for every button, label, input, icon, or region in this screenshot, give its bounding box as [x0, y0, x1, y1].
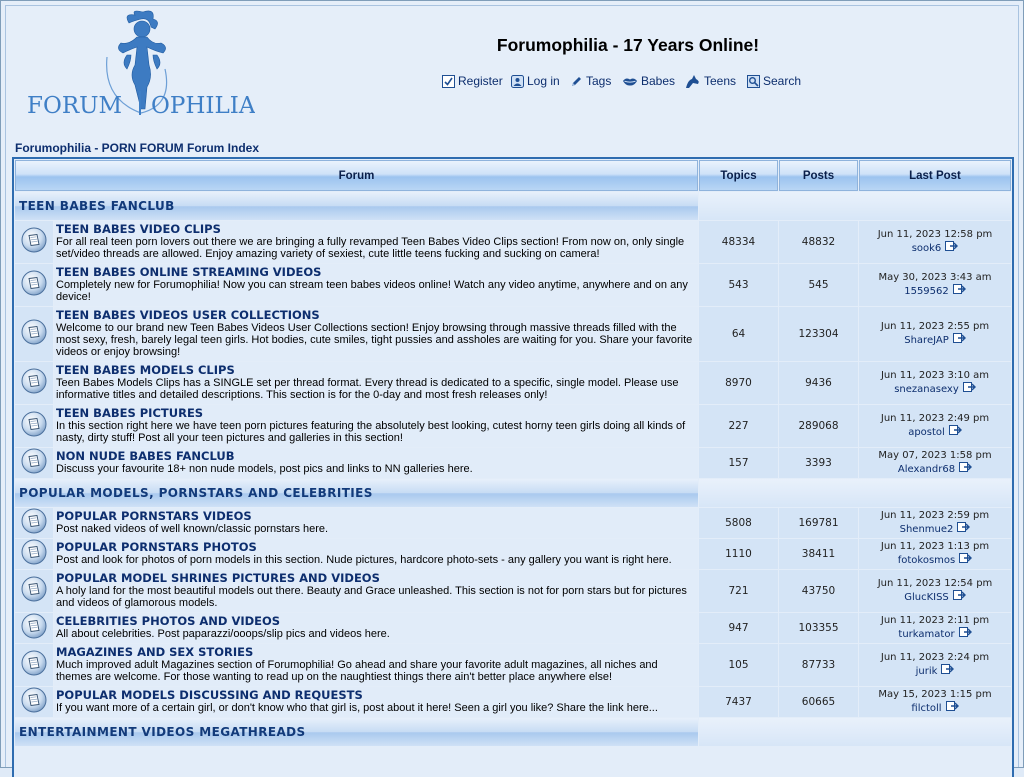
goto-last-post-icon[interactable]: [949, 425, 962, 439]
forum-info: [54, 448, 698, 478]
forum-row: [15, 687, 1011, 717]
category-row: [15, 718, 1011, 746]
col-header-forum: Forum: [15, 160, 698, 191]
forum-name-link[interactable]: POPULAR PORNSTARS VIDEOS: [56, 509, 252, 523]
col-header-posts: Posts: [779, 160, 858, 191]
forum-posts-count: 9436: [779, 362, 858, 404]
forum-info: [54, 539, 698, 569]
search-link[interactable]: [747, 72, 801, 90]
forum-description: If you want more of a certain girl, or don't know who that girl is, post about it here! Seen a girl you like? Share the link here...: [56, 702, 658, 714]
forum-info: [54, 264, 698, 306]
forum-topics-count: 543: [699, 264, 778, 306]
forum-info: [54, 307, 698, 361]
forum-topics-count: 227: [699, 405, 778, 447]
forum-topics-count: 5808: [699, 508, 778, 538]
lips-icon: [622, 75, 638, 88]
forum-last-post: [859, 405, 1011, 447]
table-header-row: [15, 160, 1011, 191]
last-post-date: Jun 11, 2023 12:58 pm: [877, 229, 993, 240]
forum-topics-count: 1110: [699, 539, 778, 569]
forum-posts-count: 60665: [779, 687, 858, 717]
forum-topics-count: 157: [699, 448, 778, 478]
forum-info: [54, 221, 698, 263]
forum-description: A holy land for the most beautiful models out there. Beauty and Grace unleashed. This section is not for porn stars but for pictures and videos of glamorous models.: [56, 585, 687, 609]
forum-posts-count: 169781: [779, 508, 858, 538]
goto-last-post-icon[interactable]: [953, 284, 966, 298]
last-post-user-link[interactable]: filctoll: [911, 703, 942, 714]
category-spacer: [699, 718, 1011, 746]
forum-name-link[interactable]: POPULAR MODEL SHRINES PICTURES AND VIDEOS: [56, 571, 380, 585]
goto-last-post-icon[interactable]: [959, 462, 972, 476]
forum-description: Post naked videos of well known/classic pornstars here.: [56, 523, 329, 535]
forum-body: [15, 192, 1011, 746]
forum-description: Much improved adult Magazines section of Forumophilia! Go ahead and share your favorite adult magazines, all niches and themes are welcome. For those wanting to read up on the naughtiest things there ain't better place anywhere else!: [56, 659, 658, 683]
forum-name-link[interactable]: CELEBRITIES PHOTOS AND VIDEOS: [56, 614, 281, 628]
forum-table: [14, 159, 1012, 747]
forum-row: [15, 362, 1011, 404]
forum-topics-count: 7437: [699, 687, 778, 717]
teens-icon: [685, 74, 701, 89]
forum-description: In this section right here we have teen porn pictures featuring the absolutely best looking, cutest horny teen girls doing all kinds of nasty, dirty stuff! Post all your teen pictures and galleries in this section!: [56, 420, 686, 444]
goto-last-post-icon[interactable]: [959, 553, 972, 567]
breadcrumb[interactable]: Forumophilia - PORN FORUM Forum Index: [15, 141, 259, 155]
forum-folder-icon: [15, 405, 53, 447]
forum-posts-count: 87733: [779, 644, 858, 686]
login-label: Log in: [527, 74, 560, 88]
goto-last-post-icon[interactable]: [946, 701, 959, 715]
last-post-date: May 30, 2023 3:43 am: [878, 272, 992, 283]
forum-name-link[interactable]: TEEN BABES ONLINE STREAMING VIDEOS: [56, 265, 322, 279]
last-post-user-link[interactable]: sook6: [911, 243, 942, 254]
register-icon: [442, 75, 455, 88]
goto-last-post-icon[interactable]: [945, 241, 958, 255]
forum-last-post: [859, 221, 1011, 263]
forum-name-link[interactable]: TEEN BABES PICTURES: [56, 406, 204, 420]
forum-folder-icon: [15, 570, 53, 612]
forum-name-link[interactable]: MAGAZINES AND SEX STORIES: [56, 645, 254, 659]
forum-info: [54, 405, 698, 447]
forum-row: [15, 405, 1011, 447]
last-post-date: Jun 11, 2023 2:24 pm: [880, 652, 990, 663]
forum-folder-icon: [15, 221, 53, 263]
col-header-topics: Topics: [699, 160, 778, 191]
last-post-user-link[interactable]: apostol: [908, 427, 945, 438]
forum-last-post: [859, 508, 1011, 538]
forum-last-post: [859, 362, 1011, 404]
forum-row: [15, 221, 1011, 263]
forum-last-post: [859, 570, 1011, 612]
goto-last-post-icon[interactable]: [957, 522, 970, 536]
category-spacer: [699, 479, 1011, 507]
forum-row: [15, 613, 1011, 643]
forum-description: Completely new for Forumophilia! Now you can stream teen babes videos online! Watch any video anytime, anywhere and on any device!: [56, 279, 688, 303]
forum-description: Post and look for photos of porn models in this section. Nude pictures, hardcore photo-sets - any gallery you want is right here.: [56, 554, 672, 566]
forum-row: [15, 508, 1011, 538]
forum-description: Discuss your favourite 18+ non nude models, post pics and links to NN galleries here.: [56, 463, 473, 475]
goto-last-post-icon[interactable]: [959, 627, 972, 641]
forum-posts-count: 43750: [779, 570, 858, 612]
forum-topics-count: 721: [699, 570, 778, 612]
forum-last-post: [859, 644, 1011, 686]
last-post-user-link[interactable]: fotokosmos: [897, 555, 956, 566]
forum-topics-count: 48334: [699, 221, 778, 263]
last-post-date: Jun 11, 2023 2:55 pm: [880, 321, 990, 332]
forum-last-post: [859, 448, 1011, 478]
last-post-user-link[interactable]: Alexandr68: [897, 464, 956, 475]
search-icon: [747, 75, 760, 88]
login-link[interactable]: [511, 72, 560, 90]
register-label: Register: [458, 74, 503, 88]
last-post-date: May 15, 2023 1:15 pm: [878, 689, 992, 700]
forum-topics-count: 105: [699, 644, 778, 686]
forum-row: [15, 570, 1011, 612]
forum-folder-icon: [15, 307, 53, 361]
forum-folder-icon: [15, 539, 53, 569]
search-label: Search: [763, 74, 802, 88]
teens-link[interactable]: [685, 72, 736, 90]
last-post-date: Jun 11, 2023 2:49 pm: [880, 413, 990, 424]
last-post-user-link[interactable]: GlucKISS: [904, 592, 949, 603]
tags-label: Tags: [586, 74, 612, 88]
category-row: [15, 192, 1011, 220]
forum-description: Teen Babes Models Clips has a SINGLE set per thread format. Every thread is dedicated to a specific, single model. Please use informative titles and detailed descriptions. This section is for the 0-day and most fresh releases only!: [56, 377, 679, 401]
category-title[interactable]: POPULAR MODELS, PORNSTARS AND CELEBRITIES: [15, 479, 698, 507]
last-post-user-link[interactable]: turkamator: [898, 629, 955, 640]
babes-link[interactable]: [622, 72, 675, 90]
forum-posts-count: 38411: [779, 539, 858, 569]
forum-topics-count: 8970: [699, 362, 778, 404]
forum-table-wrapper: [12, 157, 1014, 777]
last-post-date: Jun 11, 2023 1:13 pm: [880, 541, 990, 552]
forum-name-link[interactable]: TEEN BABES MODELS CLIPS: [56, 363, 235, 377]
last-post-date: Jun 11, 2023 2:59 pm: [880, 510, 990, 521]
forum-posts-count: 123304: [779, 307, 858, 361]
forum-info: [54, 687, 698, 717]
forumophilia-logo[interactable]: [23, 9, 255, 125]
forum-name-link[interactable]: POPULAR PORNSTARS PHOTOS: [56, 540, 257, 554]
login-icon: [511, 75, 524, 88]
category-title[interactable]: ENTERTAINMENT VIDEOS MEGATHREADS: [15, 718, 698, 746]
goto-last-post-icon[interactable]: [953, 333, 966, 347]
forum-row: [15, 448, 1011, 478]
forum-last-post: [859, 539, 1011, 569]
forum-topics-count: 64: [699, 307, 778, 361]
forum-info: [54, 570, 698, 612]
last-post-user-link[interactable]: ShareJAP: [904, 335, 949, 346]
teens-label: Teens: [704, 74, 737, 88]
last-post-date: May 07, 2023 1:58 pm: [878, 450, 992, 461]
logo-text: FORUM: [27, 93, 123, 119]
forum-row: [15, 644, 1011, 686]
forum-name-link[interactable]: NON NUDE BABES FANCLUB: [56, 449, 235, 463]
forum-folder-icon: [15, 644, 53, 686]
forum-name-link[interactable]: TEEN BABES VIDEO CLIPS: [56, 222, 221, 236]
tags-icon: [570, 75, 583, 88]
forum-row: [15, 539, 1011, 569]
register-link[interactable]: [442, 72, 503, 90]
forum-last-post: [859, 687, 1011, 717]
forum-description: Welcome to our brand new Teen Babes Videos User Collections section! Enjoy browsing through massive threads filled with the most sexy, fresh, barely legal teen girls. Hot bodies, cute smiles, tight pussies and assholes are waiting for you. Share your favorite videos or enjoy browsing!: [56, 322, 693, 358]
forum-folder-icon: [15, 362, 53, 404]
goto-last-post-icon[interactable]: [941, 664, 954, 678]
last-post-date: Jun 11, 2023 3:10 am: [880, 370, 990, 381]
svg-text:OPHILIA: OPHILIA: [151, 93, 255, 119]
forum-info: [54, 613, 698, 643]
goto-last-post-icon[interactable]: [963, 382, 976, 396]
category-spacer: [699, 192, 1011, 220]
forum-topics-count: 947: [699, 613, 778, 643]
last-post-user-link[interactable]: jurik: [915, 666, 938, 677]
forum-last-post: [859, 613, 1011, 643]
goto-last-post-icon[interactable]: [953, 590, 966, 604]
forum-posts-count: 289068: [779, 405, 858, 447]
forum-description: For all real teen porn lovers out there we are bringing a fully revamped Teen Babes Video Clips section! From now on, only single set/video threads are allowed. Enjoy amazing variety of sexiest, cute little teens fucking and sucking on camera!: [56, 236, 685, 260]
forum-folder-icon: [15, 613, 53, 643]
last-post-user-link[interactable]: 1559562: [904, 286, 949, 297]
forum-info: [54, 644, 698, 686]
category-title[interactable]: TEEN BABES FANCLUB: [15, 192, 698, 220]
forum-row: [15, 264, 1011, 306]
category-row: [15, 479, 1011, 507]
tags-link[interactable]: [570, 72, 611, 90]
last-post-user-link[interactable]: Shenmue2: [899, 524, 954, 535]
site-title: Forumophilia - 17 Years Online!: [496, 35, 760, 55]
forum-info: [54, 508, 698, 538]
forum-description: All about celebrities. Post paparazzi/ooops/slip pics and videos here.: [56, 628, 390, 640]
forum-posts-count: 103355: [779, 613, 858, 643]
forum-last-post: [859, 307, 1011, 361]
forum-folder-icon: [15, 264, 53, 306]
forum-last-post: [859, 264, 1011, 306]
last-post-date: Jun 11, 2023 2:11 pm: [880, 615, 990, 626]
forum-name-link[interactable]: TEEN BABES VIDEOS USER COLLECTIONS: [56, 308, 320, 322]
forum-folder-icon: [15, 508, 53, 538]
forum-posts-count: 545: [779, 264, 858, 306]
babes-label: Babes: [641, 74, 676, 88]
forum-folder-icon: [15, 448, 53, 478]
last-post-user-link[interactable]: snezanasexy: [894, 384, 959, 395]
forum-posts-count: 48832: [779, 221, 858, 263]
forum-row: [15, 307, 1011, 361]
forum-name-link[interactable]: POPULAR MODELS DISCUSSING AND REQUESTS: [56, 688, 363, 702]
forum-folder-icon: [15, 687, 53, 717]
last-post-date: Jun 11, 2023 12:54 pm: [877, 578, 993, 589]
col-header-last-post: Last Post: [859, 160, 1011, 191]
forum-posts-count: 3393: [779, 448, 858, 478]
forum-info: [54, 362, 698, 404]
